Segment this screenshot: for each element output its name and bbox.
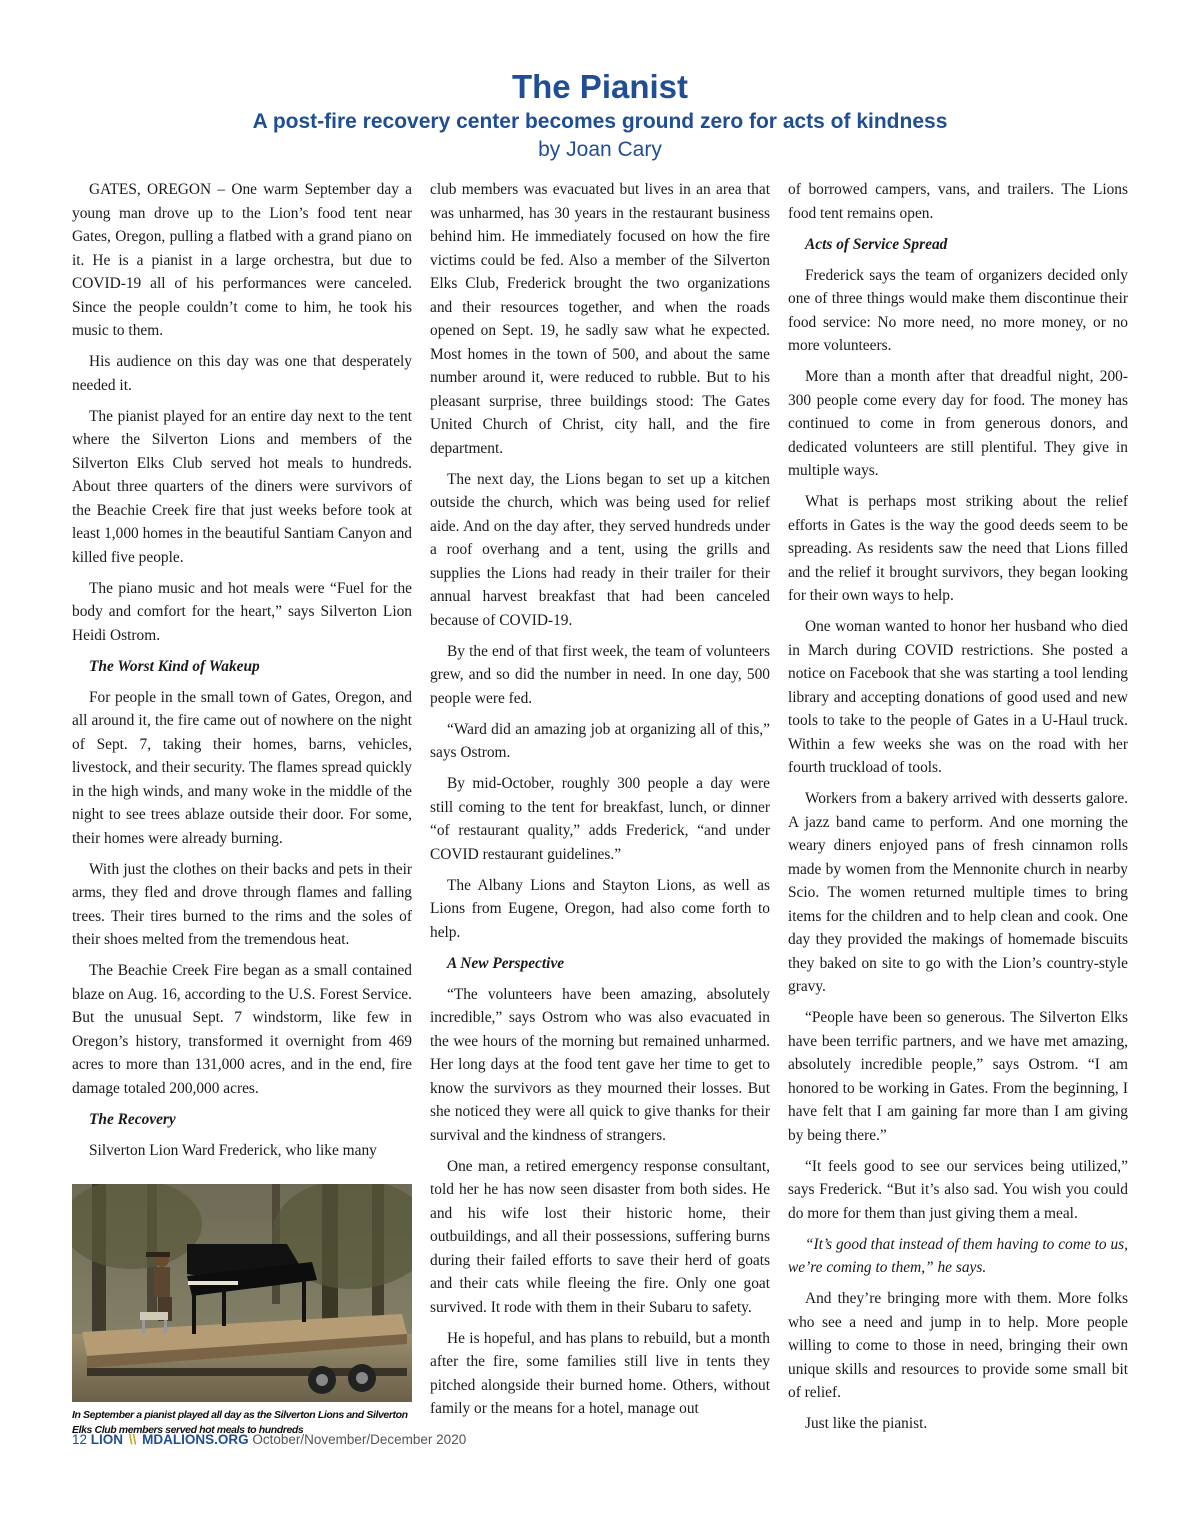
paragraph: One woman wanted to honor her husband who died in March during COVID restrictions. She posted a notice on Facebook that she was starting a tool lending library and accepting donations of good used and new tools to take to the people of Gates in a U-Haul truck. Within a few weeks she was on the road with her fourth truckload of tools.: [788, 618, 1128, 776]
paragraph: And they’re bringing more with them. More folks who see a need and jump in to help. More people willing to come to those in need, bringing their own unique skills and resources to provide some small bit of relief.: [788, 1290, 1128, 1401]
paragraph: The next day, the Lions began to set up a kitchen outside the church, which was being used for relief aide. And on the day after, they served hundreds under a roof overhang and a tent, using the grills and supplies the Lions had ready in their trailer for their annual harvest breakfast that had been canceled because of COVID-19.: [430, 470, 770, 629]
page-footer: [72, 1432, 466, 1447]
section-heading: Acts of Service Spread: [805, 235, 948, 253]
paragraph: What is perhaps most striking about the relief efforts in Gates is the way the good deeds seem to be spreading. As residents saw the need that Lions filled and the relief it brought survivors, they began looking for their own ways to help.: [788, 493, 1128, 604]
paragraph: The Albany Lions and Stayton Lions, as well as Lions from Eugene, Oregon, had also come forth to help.: [430, 876, 770, 941]
paragraph: More than a month after that dreadful night, 200-300 people come every day for food. The money has continued to come in from generous donors, and dedicated volunteers are still plentiful. They give in multiple ways.: [788, 368, 1128, 479]
paragraph: “People have been so generous. The Silverton Elks have been terrific partners, and we have met amazing, absolutely incredible people,” says Ostrom. “I am honored to be working in Gates. From the beginning, I have felt that I am gaining far more than I am giving by being there.”: [788, 1009, 1128, 1144]
paragraph: GATES, OREGON – One warm September day a young man drove up to the Lion’s food tent near Gates, Oregon, pulling a flatbed with a grand piano on it. He is a pianist in a large orchestra, but due to COVID-19 all of his performances were canceled. Since the people couldn’t come to him, he took his music to them.: [72, 181, 412, 339]
article-header: [0, 66, 1200, 164]
paragraph: His audience on this day was one that desperately needed it.: [72, 353, 412, 394]
paragraph: The Beachie Creek Fire began as a small contained blaze on Aug. 16, according to the U.S. Forest Service. But the unusual Sept. 7 windstorm, like few in Oregon’s history, transformed it overnight from 469 acres to more than 131,000 acres, and in the end, fire damage totaled 200,000 acres.: [72, 962, 412, 1097]
paragraph: “Ward did an amazing job at organizing all of this,” says Ostrom.: [430, 720, 770, 761]
article-title: The Pianist: [511, 68, 689, 105]
article-subtitle: A post-fire recovery center becomes ground zero for acts of kindness: [252, 110, 948, 133]
footer-separator: \\: [128, 1432, 137, 1447]
photo-caption: In September a pianist played all day as the Silverton Lions and Silverton Elks Club members served hot meals to hundreds: [72, 1409, 408, 1436]
paragraph: He is hopeful, and has plans to rebuild, but a month after the fire, some families still live in tents they pitched alongside their burned home. Others, without family or the means for a hotel, manage out: [430, 1329, 770, 1417]
paragraph: Just like the pianist.: [805, 1415, 928, 1432]
section-heading: A New Perspective: [447, 954, 565, 972]
column-2: [430, 178, 770, 1428]
column-1: [72, 178, 412, 1170]
paragraph: The pianist played for an entire day next to the tent where the Silverton Lions and members of the Silverton Elks Club served hot meals to hundreds. About three quarters of the diners were survivors of the Beachie Creek fire that just weeks before took at least 1,000 homes in the beautiful Santiam Canyon and killed five people.: [72, 407, 412, 566]
magazine-name: LION: [90, 1432, 124, 1447]
pianist-photo-image: [72, 1184, 412, 1402]
website-link[interactable]: MDALIONS.ORG: [142, 1432, 249, 1447]
page-number: 12: [72, 1432, 88, 1447]
paragraph: With just the clothes on their backs and pets in their arms, they fled and drove through flames and falling trees. Their tires burned to the rims and the soles of their shoes melted from the tremendous heat.: [72, 860, 412, 948]
paragraph: The piano music and hot meals were “Fuel for the body and comfort for the heart,” says Silverton Lion Heidi Ostrom.: [72, 579, 412, 644]
paragraph: Frederick says the team of organizers decided only one of three things would make them discontinue their food service: No more need, no more money, or no more volunteers.: [788, 266, 1128, 354]
section-heading: The Recovery: [89, 1110, 176, 1128]
article-byline: by Joan Cary: [538, 138, 662, 161]
paragraph: By the end of that first week, the team of volunteers grew, and so did the number in need. In one day, 500 people were fed.: [430, 642, 770, 707]
paragraph: One man, a retired emergency response consultant, told her he has now seen disaster from both sides. He and his wife lost their historic home, their outbuildings, and all their possessions, suffering burns during their failed efforts to save their herd of goats and their cats while fleeing the fire. Only one goat survived. It rode with them in their Subaru to safety.: [430, 1157, 770, 1316]
paragraph: Workers from a bakery arrived with desserts galore. A jazz band came to perform. And one morning the weary diners enjoyed pans of fresh cinnamon rolls made by women from the Mennonite church in nearby Scio. The women returned multiple times to bring items for the children and to help clean and cook. One day they provided the makings of homemade biscuits they baked on site to go with the Lion’s country-style gravy.: [788, 790, 1128, 995]
pianist-photo: [72, 1184, 412, 1402]
issue-date: October/November/December 2020: [252, 1432, 467, 1447]
paragraph: of borrowed campers, vans, and trailers. The Lions food tent remains open.: [788, 181, 1128, 222]
paragraph: Silverton Lion Ward Frederick, who like many: [89, 1141, 377, 1159]
paragraph: By mid-October, roughly 300 people a day were still coming to the tent for breakfast, lunch, or dinner “of restaurant quality,” adds Frederick, “and under COVID restaurant guidelines.”: [430, 775, 770, 863]
paragraph: “It feels good to see our services being utilized,” says Frederick. “But it’s also sad. You wish you could do more for them than just giving them a meal.: [788, 1157, 1128, 1222]
paragraph: For people in the small town of Gates, Oregon, and all around it, the fire came out of nowhere on the night of Sept. 7, taking their homes, barns, vehicles, livestock, and their security. The flames spread quickly in the high winds, and many woke in the middle of the night to see trees ablaze outside their door. For some, their homes were already burning.: [72, 688, 412, 847]
column-3: [788, 178, 1128, 1443]
paragraph: “It’s good that instead of them having to come to us, we’re coming to them,” he says.: [788, 1235, 1128, 1276]
paragraph: club members was evacuated but lives in an area that was unharmed, has 30 years in the restaurant business behind him. He immediately focused on how the fire victims could be fed. Also a member of the Silverton Elks Club, Frederick brought the two organizations and their resources together, and when the roads opened on Sept. 19, he sadly saw what he expected. Most homes in the town of 500, and about the same number around it, were reduced to rubble. But to his pleasant surprise, three buildings stood: The Gates United Church of Christ, city hall, and the fire department.: [430, 181, 770, 457]
section-heading: The Worst Kind of Wakeup: [89, 657, 260, 675]
paragraph: “The volunteers have been amazing, absolutely incredible,” says Ostrom who was also evacuated in the wee hours of the morning but remained unharmed. Her long days at the food tent gave her time to get to know the survivors as they mourned their losses. But she noticed they were all quick to give thanks for their survival and the kindness of strangers.: [430, 985, 770, 1144]
